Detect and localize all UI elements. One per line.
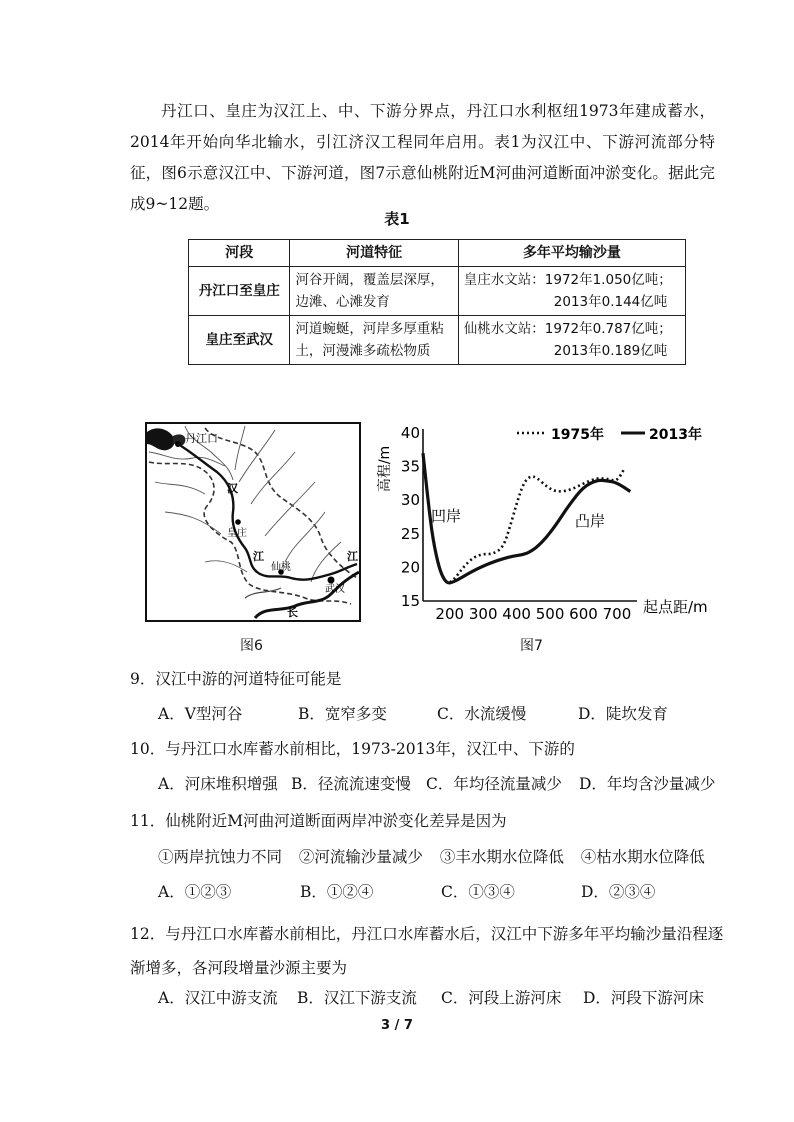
table-row (189, 316, 686, 365)
map-label-huangzhuang: 皇庄 (227, 528, 247, 539)
x-tick-label: 500 (535, 605, 565, 623)
y-tick-label: 25 (400, 524, 420, 543)
question-11-options (158, 881, 738, 903)
table-cell-stats (458, 316, 685, 365)
option[interactable]: B．径流流速变慢 (291, 775, 411, 793)
table-header: 河道特征 (290, 240, 458, 267)
map-label-xiantao: 仙桃 (271, 562, 291, 573)
option[interactable]: B．汉江下游支流 (297, 989, 417, 1007)
x-tick-label: 400 (502, 605, 531, 623)
option[interactable]: B．宽窄多变 (298, 705, 387, 723)
stats-line: 2013年0.144亿吨 (553, 294, 668, 310)
y-axis-label: 高程/m (377, 445, 393, 493)
x-axis-label: 起点距/m (643, 598, 708, 616)
map-label-danjiangkou: 丹江口 (185, 432, 218, 445)
question-9: 9．汉江中游的河道特征可能是 (130, 670, 342, 688)
concave-bank-label: 凹岸 (431, 507, 462, 525)
option[interactable]: C．水流缓慢 (437, 705, 527, 723)
option[interactable]: D．河段下游河床 (583, 989, 704, 1007)
option[interactable]: C．年均径流量减少 (426, 775, 562, 793)
stats-line: 皇庄水文站：1972年1.050亿吨； (463, 272, 672, 288)
x-tick-label: 200 (435, 605, 465, 623)
han-river-map (145, 422, 361, 622)
legend-label-2013: 2013年 (649, 427, 702, 443)
wuhan-dot (328, 577, 335, 584)
figure-6-caption: 图6 (240, 638, 263, 654)
map-label-jiang: 江 (253, 550, 264, 563)
page-number: 3 / 7 (381, 1018, 413, 1033)
question-11-factors: ①两岸抗蚀力不同 ②河流输沙量减少 ③丰水期水位降低 ④枯水期水位降低 (158, 848, 705, 866)
y-tick-label: 40 (400, 424, 420, 442)
table-title: 表1 (384, 210, 410, 228)
table-row (189, 267, 686, 316)
table-cell-feature: 河谷开阔，覆盖层深厚，边滩、心滩发育 (290, 267, 458, 316)
table-header-row (189, 240, 686, 267)
question-11: 11．仙桃附近M河曲河道断面两岸冲淤变化差异是因为 (130, 812, 507, 830)
huangzhuang-dot (235, 519, 241, 525)
table-cell-segment: 丹江口至皇庄 (189, 267, 290, 316)
question-12-options (158, 987, 738, 1009)
question-10: 10．与丹江口水库蓄水前相比，1973-2013年，汉江中、下游的 (130, 740, 575, 758)
option[interactable]: D．年均含沙量减少 (579, 775, 716, 793)
figure-7-caption: 图7 (520, 638, 543, 654)
table-header: 河段 (189, 240, 290, 267)
table-cell-stats (458, 267, 685, 316)
map-label-jiang2: 江 (347, 550, 358, 563)
x-tick-label: 600 (569, 605, 598, 623)
x-tick-label: 300 (468, 605, 498, 623)
convex-bank-label: 凸岸 (575, 512, 606, 530)
option[interactable]: B．①②④ (300, 883, 374, 901)
y-tick-label: 20 (400, 558, 420, 577)
option[interactable]: A．汉江中游支流 (158, 989, 278, 1007)
stats-line: 仙桃水文站：1972年0.787亿吨； (463, 321, 672, 337)
y-tick-label: 15 (400, 592, 420, 610)
stats-line: 2013年0.189亿吨 (553, 343, 668, 359)
cross-section-chart (375, 415, 720, 630)
option[interactable]: C．①③④ (441, 883, 515, 901)
x-tick-label: 700 (602, 605, 632, 623)
question-9-options (158, 703, 738, 725)
option[interactable]: A．V型河谷 (158, 705, 243, 723)
intro-paragraph: 丹江口、皇庄为汉江上、中、下游分界点，丹江口水利枢纽1973年建成蓄水，2014年开始向华北输水，引江济汉工程同年启用。表1为汉江中、下游河流部分特征，图6示意汉江中、下游河道，图7示意仙桃附近M河曲河道断面冲淤变化。据此完成9~12题。 (130, 102, 715, 213)
y-tick-label: 30 (400, 491, 420, 510)
map-label-wuhan: 武汉 (325, 584, 345, 595)
river-feature-table (188, 239, 686, 365)
option[interactable]: C．河段上游河床 (441, 989, 562, 1007)
question-12: 12．与丹江口水库蓄水前相比，丹江口水库蓄水后，汉江中下游多年平均输沙量沿程逐渐增多，各河段增量沙源主要为 (130, 925, 724, 977)
question-10-options (158, 773, 738, 795)
option[interactable]: D．②③④ (581, 883, 656, 901)
map-label-han: 汉 (227, 482, 238, 495)
table-header: 多年平均输沙量 (458, 240, 685, 267)
y-tick-label: 35 (400, 457, 420, 476)
table-cell-segment: 皇庄至武汉 (189, 316, 290, 365)
option[interactable]: A．河床堆积增强 (158, 775, 278, 793)
option[interactable]: D．陡坎发育 (578, 705, 668, 723)
map-label-chang: 长 (287, 606, 298, 619)
legend-label-1975: 1975年 (551, 427, 604, 443)
table-cell-feature: 河道蜿蜒，河岸多厚重粘土，河漫滩多疏松物质 (290, 316, 458, 365)
option[interactable]: A．①②③ (158, 883, 232, 901)
